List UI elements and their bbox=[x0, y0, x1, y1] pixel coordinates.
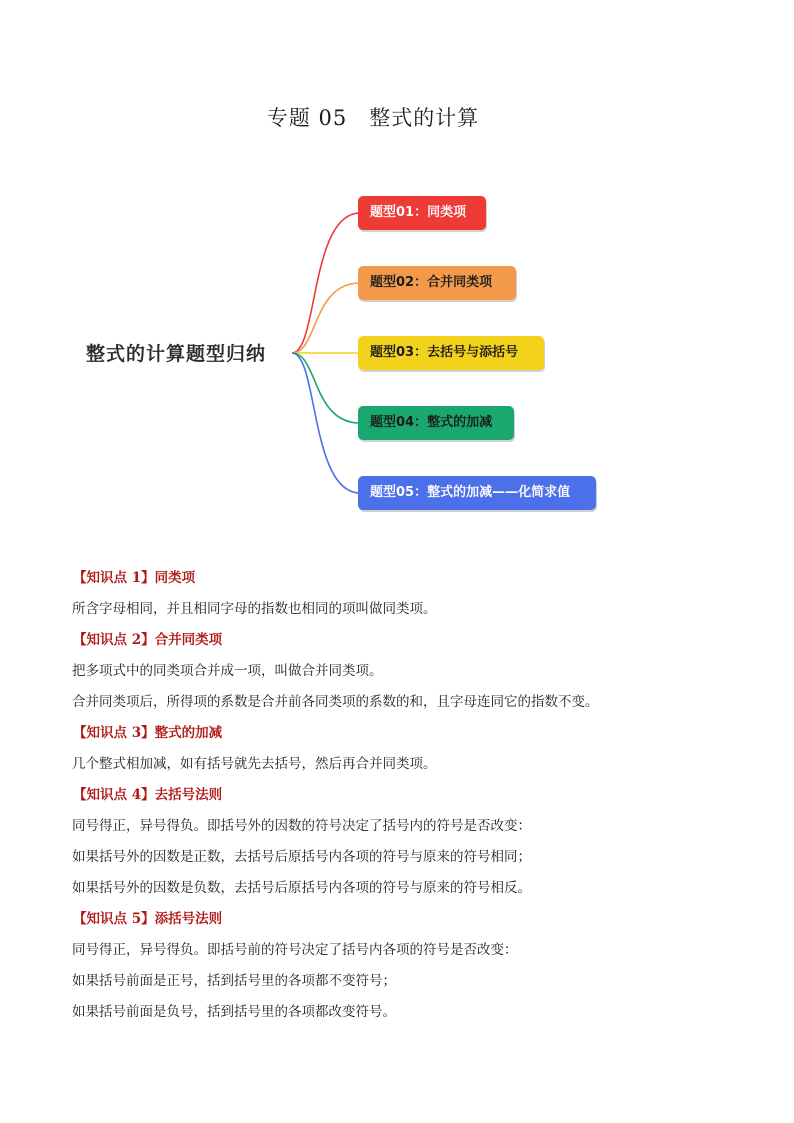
knowledge-heading-5: 【知识点 5】添括号法则 bbox=[73, 911, 223, 927]
topic-box-4: 题型04：整式的加减 bbox=[358, 406, 514, 440]
mindmap bbox=[0, 175, 794, 535]
topic-box-1: 题型01：同类项 bbox=[358, 196, 486, 230]
knowledge-2-line-1: 把多项式中的同类项合并成一项，叫做合并同类项。 bbox=[72, 663, 383, 679]
knowledge-4-line-2: 如果括号外的因数是正数，去括号后原括号内各项的符号与原来的符号相同； bbox=[72, 849, 531, 865]
topic-box-3: 题型03：去括号与添括号 bbox=[358, 336, 544, 370]
knowledge-section bbox=[72, 568, 752, 1033]
knowledge-1-line-1: 所含字母相同，并且相同字母的指数也相同的项叫做同类项。 bbox=[72, 601, 437, 617]
page-title: 专题 05 整式的计算 bbox=[266, 106, 480, 130]
mindmap-root: 整式的计算题型归纳 bbox=[86, 343, 267, 365]
knowledge-2-line-2: 合并同类项后，所得项的系数是合并前各同类项的系数的和，且字母连同它的指数不变。 bbox=[72, 694, 599, 710]
knowledge-heading-4: 【知识点 4】去括号法则 bbox=[73, 787, 223, 803]
topic-box-5: 题型05：整式的加减——化简求值 bbox=[358, 476, 596, 510]
knowledge-heading-2: 【知识点 2】合并同类项 bbox=[73, 632, 223, 648]
knowledge-5-line-1: 同号得正，异号得负。即括号前的符号决定了括号内各项的符号是否改变： bbox=[72, 942, 518, 958]
knowledge-3-line-1: 几个整式相加减，如有括号就先去括号，然后再合并同类项。 bbox=[72, 756, 437, 772]
knowledge-heading-3: 【知识点 3】整式的加减 bbox=[73, 725, 223, 741]
knowledge-heading-1: 【知识点 1】同类项 bbox=[73, 570, 196, 586]
knowledge-4-line-1: 同号得正，异号得负。即括号外的因数的符号决定了括号内的符号是否改变： bbox=[72, 818, 531, 834]
knowledge-5-line-3: 如果括号前面是负号，括到括号里的各项都改变符号。 bbox=[72, 1004, 396, 1020]
knowledge-4-line-3: 如果括号外的因数是负数，去括号后原括号内各项的符号与原来的符号相反。 bbox=[72, 880, 531, 896]
knowledge-5-line-2: 如果括号前面是正号，括到括号里的各项都不变符号； bbox=[72, 973, 396, 989]
branch-line-5 bbox=[292, 353, 360, 493]
branch-line-1 bbox=[292, 213, 360, 353]
topic-box-2: 题型02：合并同类项 bbox=[358, 266, 516, 300]
